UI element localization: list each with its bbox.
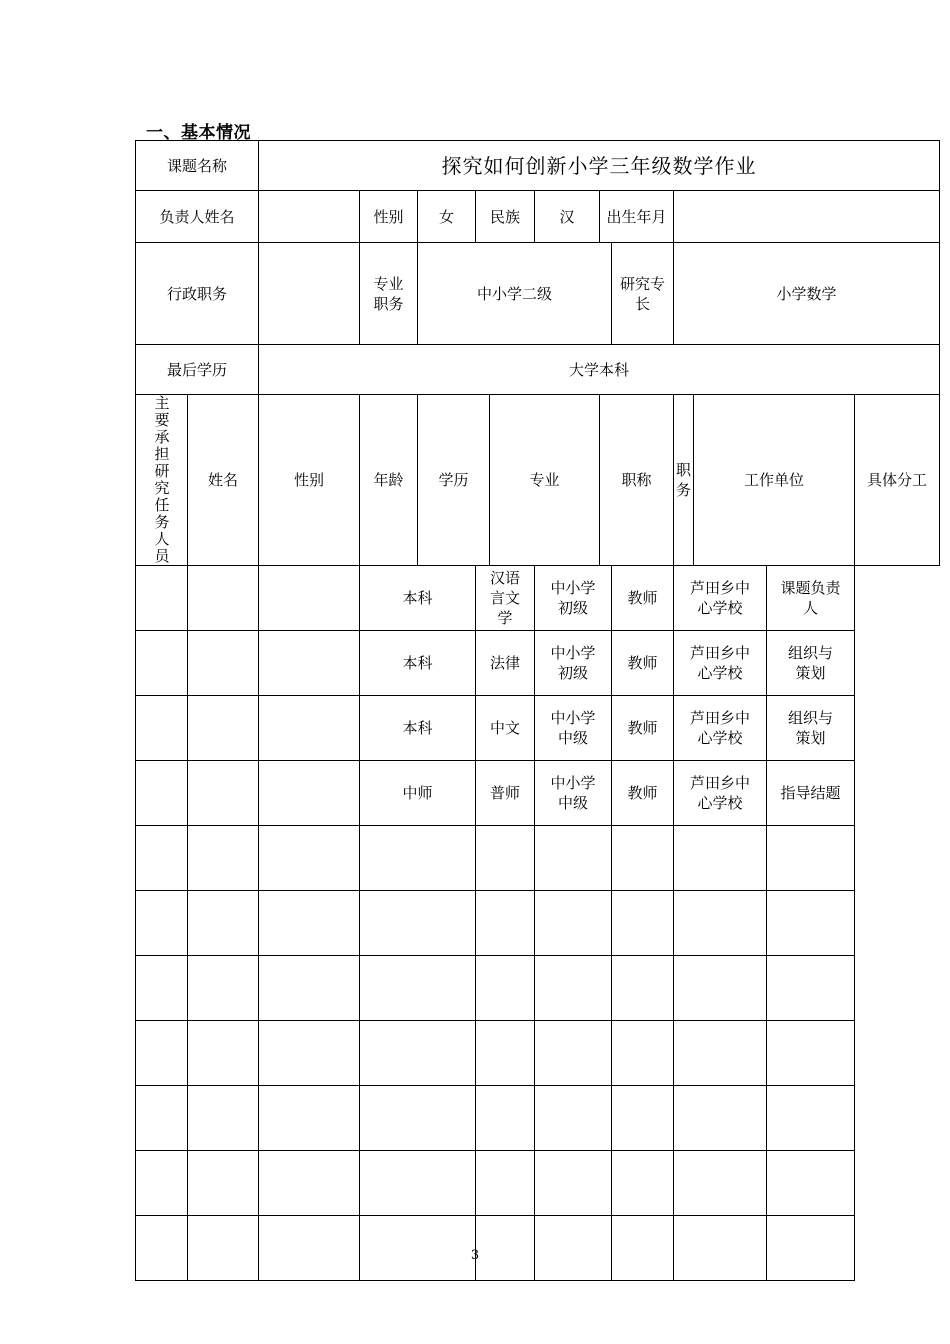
member-duty-cell: 课题负责 人 (767, 566, 855, 631)
member-education-cell (360, 891, 476, 956)
member-age-cell (259, 761, 360, 826)
member-gender-cell (188, 956, 259, 1021)
member-gender-cell (188, 1151, 259, 1216)
member-row (136, 761, 940, 826)
member-major-cell (476, 826, 535, 891)
member-name-cell (136, 566, 188, 631)
member-workplace-cell (674, 1021, 767, 1086)
member-row (136, 1086, 940, 1151)
member-education-cell (360, 1086, 476, 1151)
member-name-cell (136, 956, 188, 1021)
member-position-cell (612, 1086, 674, 1151)
member-name-cell (136, 891, 188, 956)
professional-title-label: 专业 职务 (360, 243, 418, 345)
member-position-cell (612, 826, 674, 891)
project-name-label: 课题名称 (136, 141, 259, 191)
member-education-cell: 本科 (360, 631, 476, 696)
birth-value (674, 191, 940, 243)
member-title-cell (535, 1086, 612, 1151)
member-gender-cell (188, 566, 259, 631)
professional-title-value: 中小学二级 (418, 243, 612, 345)
member-row (136, 631, 940, 696)
leader-name-label: 负责人姓名 (136, 191, 259, 243)
member-major-cell (476, 956, 535, 1021)
member-name-cell (136, 761, 188, 826)
project-name-value: 探究如何创新小学三年级数学作业 (259, 141, 940, 191)
member-duty-cell (767, 891, 855, 956)
member-position-cell (612, 891, 674, 956)
member-position-cell (612, 1021, 674, 1086)
member-position-cell (612, 956, 674, 1021)
admin-position-value (259, 243, 360, 345)
header-education: 学历 (418, 395, 490, 566)
gender-value: 女 (418, 191, 476, 243)
member-gender-cell (188, 1021, 259, 1086)
member-title-cell: 中小学 中级 (535, 761, 612, 826)
member-title-cell (535, 1151, 612, 1216)
member-row (136, 566, 940, 631)
member-row (136, 956, 940, 1021)
member-position-cell: 教师 (612, 696, 674, 761)
research-specialty-label: 研究专长 (612, 243, 674, 345)
member-duty-cell (767, 1086, 855, 1151)
member-workplace-cell: 芦田乡中 心学校 (674, 566, 767, 631)
member-age-cell (259, 631, 360, 696)
ethnicity-value: 汉 (535, 191, 600, 243)
member-title-cell: 中小学 初级 (535, 631, 612, 696)
admin-position-label: 行政职务 (136, 243, 259, 345)
member-workplace-cell: 芦田乡中 心学校 (674, 696, 767, 761)
member-gender-cell (188, 1086, 259, 1151)
member-title-cell (535, 891, 612, 956)
member-row (136, 696, 940, 761)
member-workplace-cell (674, 956, 767, 1021)
member-name-cell (136, 696, 188, 761)
member-duty-cell: 指导结题 (767, 761, 855, 826)
member-row (136, 826, 940, 891)
member-position-cell: 教师 (612, 631, 674, 696)
member-name-cell (136, 1021, 188, 1086)
basic-info-table (135, 140, 940, 1281)
member-age-cell (259, 956, 360, 1021)
header-name: 姓名 (188, 395, 259, 566)
member-education-cell (360, 1021, 476, 1086)
member-education-cell (360, 826, 476, 891)
member-education-cell (360, 956, 476, 1021)
header-position: 职务 (674, 395, 694, 566)
header-duty: 具体分工 (855, 395, 940, 566)
ethnicity-label: 民族 (476, 191, 535, 243)
member-title-cell (535, 956, 612, 1021)
member-gender-cell (188, 631, 259, 696)
members-side-label (136, 395, 188, 566)
member-age-cell (259, 1086, 360, 1151)
member-major-cell (476, 1021, 535, 1086)
member-age-cell (259, 1151, 360, 1216)
member-workplace-cell (674, 826, 767, 891)
header-age: 年龄 (360, 395, 418, 566)
member-row (136, 1021, 940, 1086)
member-duty-cell (767, 1021, 855, 1086)
header-major: 专业 (490, 395, 600, 566)
header-gender: 性别 (259, 395, 360, 566)
member-major-cell: 法律 (476, 631, 535, 696)
member-duty-cell: 组织与 策划 (767, 696, 855, 761)
member-title-cell: 中小学 初级 (535, 566, 612, 631)
section-title: 一、基本情况 (146, 123, 251, 143)
member-age-cell (259, 696, 360, 761)
member-row (136, 891, 940, 956)
header-workplace: 工作单位 (694, 395, 855, 566)
member-duty-cell: 组织与 策划 (767, 631, 855, 696)
member-major-cell (476, 1086, 535, 1151)
member-name-cell (136, 826, 188, 891)
member-position-cell: 教师 (612, 566, 674, 631)
member-education-cell (360, 1151, 476, 1216)
members-side-label-text: 主要承担研究任务人员 (152, 395, 171, 565)
member-major-cell: 普师 (476, 761, 535, 826)
education-value: 大学本科 (259, 345, 940, 395)
member-gender-cell (188, 826, 259, 891)
member-age-cell (259, 1021, 360, 1086)
member-major-cell (476, 1151, 535, 1216)
member-age-cell (259, 891, 360, 956)
member-title-cell (535, 826, 612, 891)
member-title-cell: 中小学 中级 (535, 696, 612, 761)
member-workplace-cell: 芦田乡中 心学校 (674, 631, 767, 696)
member-gender-cell (188, 696, 259, 761)
member-duty-cell (767, 1151, 855, 1216)
member-workplace-cell: 芦田乡中 心学校 (674, 761, 767, 826)
member-duty-cell (767, 826, 855, 891)
member-gender-cell (188, 891, 259, 956)
member-name-cell (136, 631, 188, 696)
education-label: 最后学历 (136, 345, 259, 395)
member-position-cell: 教师 (612, 761, 674, 826)
research-specialty-value: 小学数学 (674, 243, 940, 345)
member-name-cell (136, 1086, 188, 1151)
header-title: 职称 (600, 395, 674, 566)
member-education-cell: 本科 (360, 696, 476, 761)
member-age-cell (259, 566, 360, 631)
member-major-cell: 汉语 言文 学 (476, 566, 535, 631)
member-title-cell (535, 1021, 612, 1086)
member-duty-cell (767, 956, 855, 1021)
birth-label: 出生年月 (600, 191, 674, 243)
member-major-cell (476, 891, 535, 956)
member-name-cell (136, 1151, 188, 1216)
member-workplace-cell (674, 1151, 767, 1216)
leader-name-value (259, 191, 360, 243)
member-gender-cell (188, 761, 259, 826)
member-education-cell: 中师 (360, 761, 476, 826)
member-major-cell: 中文 (476, 696, 535, 761)
member-row (136, 1151, 940, 1216)
page-number: 3 (470, 1248, 480, 1263)
member-workplace-cell (674, 1086, 767, 1151)
member-workplace-cell (674, 891, 767, 956)
member-education-cell: 本科 (360, 566, 476, 631)
gender-label: 性别 (360, 191, 418, 243)
member-position-cell (612, 1151, 674, 1216)
member-age-cell (259, 826, 360, 891)
